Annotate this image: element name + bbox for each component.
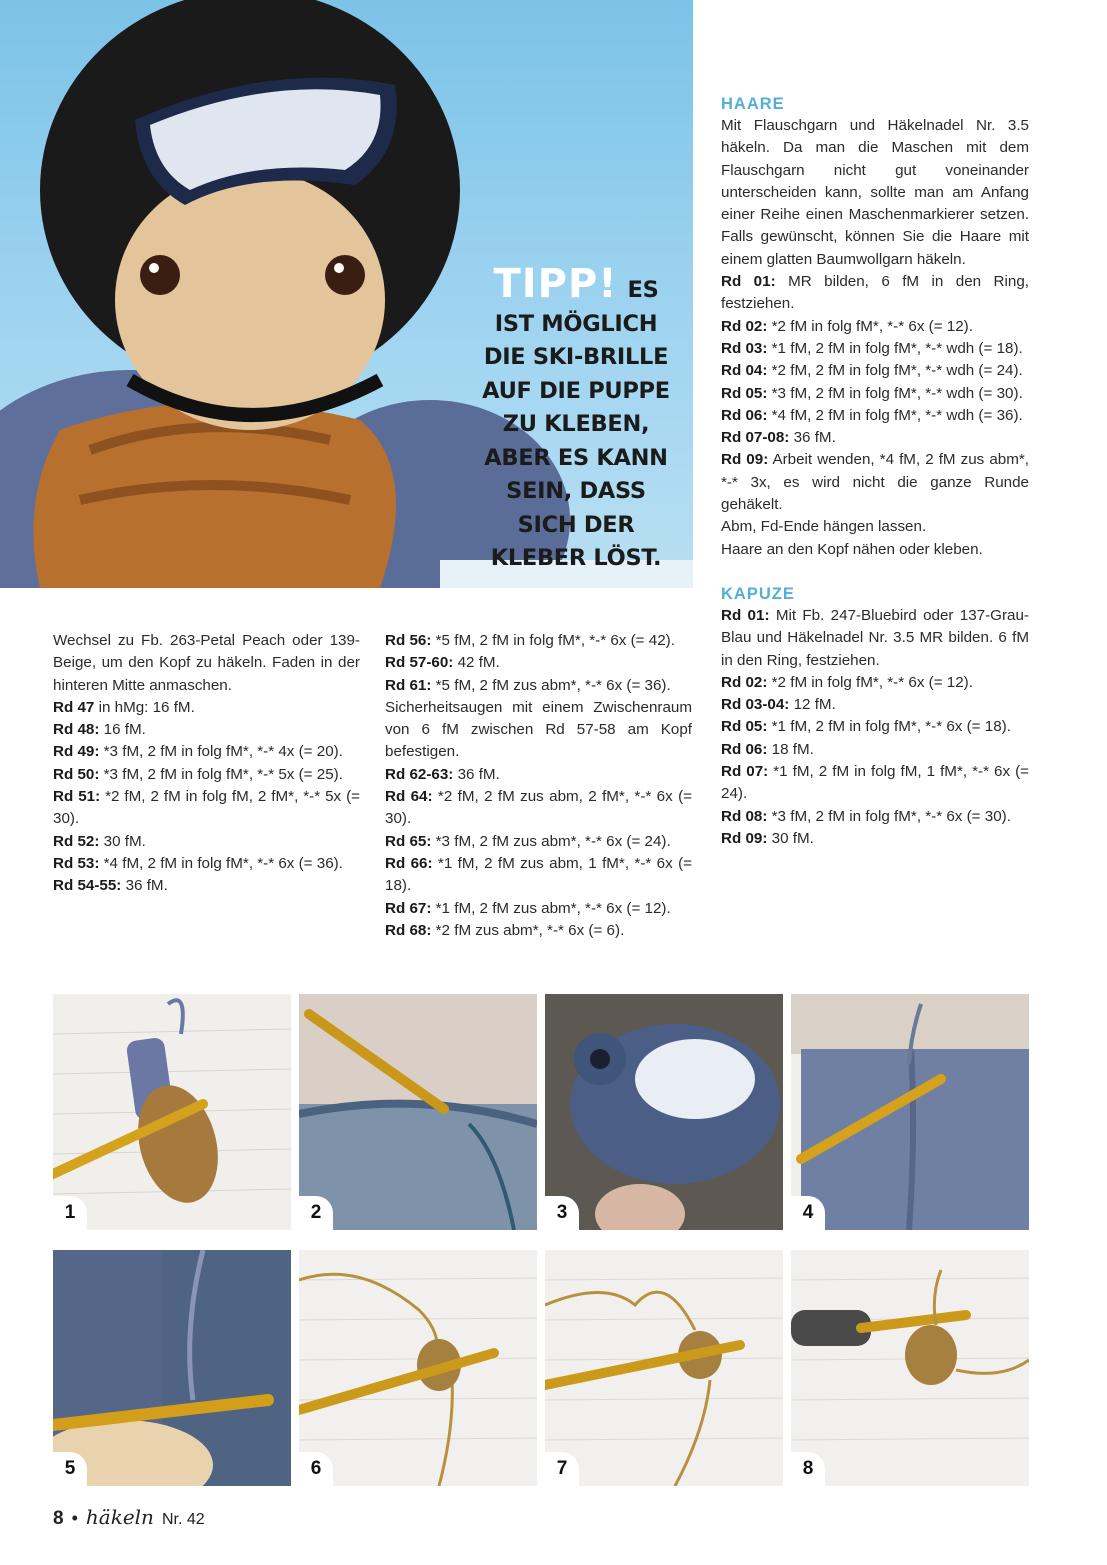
row-text: *1 fM, 2 fM zus abm*, *-* 6x (= 12). [431,899,671,917]
instruction-row [385,697,692,764]
row-label: Rd 03-04: [721,696,790,714]
row-label: Rd 47 [53,698,95,716]
instruction-row [385,831,692,853]
row-label: Rd 48: [53,721,100,739]
row-text: *3 fM, 2 fM in folg fM*, *-* 5x (= 25). [99,765,343,783]
row-label: Rd 54-55: [53,877,122,895]
instructions-column-2 [385,630,692,942]
instruction-row [721,694,1029,716]
row-text: MR bilden, 6 fM in den Ring, festziehen. [721,273,1030,313]
row-text: *4 fM, 2 fM in folg fM*, *-* wdh (= 36). [767,406,1023,424]
row-text: *5 fM, 2 fM zus abm*, *-* 6x (= 36). [431,676,671,694]
instruction-row [721,806,1029,828]
row-text: *3 fM, 2 fM in folg fM*, *-* 4x (= 20). [99,743,343,761]
step-photo-4 [791,994,1029,1230]
instructions-column-1 [53,630,360,898]
row-text: *1 fM, 2 fM zus abm, 1 fM*, *-* 6x (= 18). [385,854,692,895]
step-photo-5 [53,1250,291,1486]
issue-number: Nr. 42 [161,1511,205,1528]
row-text: *2 fM, 2 fM in folg fM*, *-* wdh (= 24). [767,362,1023,380]
instruction-row [385,630,692,652]
step-number-badge: 5 [53,1452,87,1486]
row-label: Rd 06: [721,740,768,758]
page-footer [53,1505,205,1530]
row-label: Rd 09: [721,451,769,469]
row-label: Rd 04: [721,362,768,380]
head-rows [53,697,360,898]
kapuze-title: KAPUZE [721,584,795,603]
head-rows-continued [385,630,692,942]
step-photo-8 [791,1250,1029,1486]
row-text: *1 fM, 2 fM in folg fM, 1 fM*, *-* 6x (= 24). [721,763,1030,803]
row-label: Rd 52: [53,832,100,850]
row-text: in hMg: 16 fM. [94,698,195,716]
row-text: *3 fM, 2 fM in folg fM*, *-* 6x (= 30). [767,807,1011,825]
row-label: Rd 06: [721,406,768,424]
instruction-row [721,427,1029,449]
row-label: Rd 53: [53,854,100,872]
row-label: Rd 03: [721,339,768,357]
row-text: *2 fM in folg fM*, *-* 6x (= 12). [767,673,973,691]
row-label: Rd 62-63: [385,765,454,783]
row-label: Rd 49: [53,743,100,761]
step-number-badge: 6 [299,1452,333,1486]
haare-intro: Mit Flauschgarn und Häkelnadel Nr. 3.5 häkeln. Da man die Maschen mit dem Flauschgarn nicht gut voneinander unterscheiden kann, sollte man am Anfang einer Reihe einen Maschenmarkierer setzen. Falls gewünscht, können Sie die Haare mit einem glatten Baumwollgarn häkeln. [721,117,1029,268]
step-number-badge: 2 [299,1196,333,1230]
kapuze-rows [721,605,1029,850]
row-text: *2 fM zus abm*, *-* 6x (= 6). [431,921,625,939]
instructions-column-3 [721,93,1029,850]
row-label: Rd 65: [385,832,432,850]
row-label: Rd 08: [721,807,768,825]
row-label: Rd 02: [721,317,768,335]
row-text: Mit Fb. 247-Bluebird oder 137-Grau-Blau und Häkelnadel Nr. 3.5 MR bilden. 6 fM in den Ring, festziehen. [721,606,1029,669]
instruction-row [53,875,360,897]
instruction-row [721,761,1029,806]
instruction-row [385,853,692,898]
instruction-row [385,652,692,674]
row-text: *2 fM, 2 fM zus abm, 2 fM*, *-* 6x (= 30). [385,788,692,828]
row-label: Rd 05: [721,718,768,736]
row-label: Rd 50: [53,765,100,783]
step-number-badge: 3 [545,1196,579,1230]
step-number-badge: 7 [545,1452,579,1486]
row-text: 30 fM. [99,832,146,850]
step-number-badge: 8 [791,1452,825,1486]
row-text: 36 fM. [789,429,836,447]
instruction-row [721,338,1029,360]
step-photo-7 [545,1250,783,1486]
row-text: 42 fM. [453,654,500,672]
instruction-row [53,697,360,719]
row-label: Rd 61: [385,676,432,694]
instruction-row [385,786,692,831]
row-text: 18 fM. [767,740,814,758]
row-text: Sicherheitsaugen mit einem Zwischenraum von 6 fM zwischen Rd 57-58 am Kopf befestigen. [385,698,692,761]
page-number: 8 [53,1508,64,1529]
row-text: 16 fM. [99,721,146,739]
row-label: Rd 01: [721,273,776,291]
instruction-row [721,739,1029,761]
instruction-row [721,449,1029,516]
instruction-row [385,898,692,920]
instruction-row [721,672,1029,694]
row-text: *3 fM, 2 fM in folg fM*, *-* wdh (= 30). [767,384,1023,402]
instruction-row [721,271,1029,316]
step-number-badge: 4 [791,1196,825,1230]
footer-bullet: • [71,1508,78,1528]
row-label: Rd 67: [385,899,432,917]
row-label: Rd 51: [53,788,101,806]
row-text: *2 fM, 2 fM in folg fM, 2 fM*, *-* 5x (= 30). [53,788,361,828]
tip-title: TIPP! [493,261,618,307]
instruction-row [385,764,692,786]
row-label: Rd 07-08: [721,429,790,447]
instruction-row [721,828,1029,850]
row-text: 36 fM. [453,765,500,783]
row-label: Rd 57-60: [385,654,454,672]
row-label: Rd 68: [385,921,432,939]
step-photo-3 [545,994,783,1230]
instruction-row [721,316,1029,338]
magazine-name: häkeln [85,1505,154,1529]
step-photo-6 [299,1250,537,1486]
instruction-row [385,675,692,697]
haare-outro-2: Haare an den Kopf nähen oder kleben. [721,540,983,558]
row-label: Rd 56: [385,632,432,649]
step-number-badge: 1 [53,1196,87,1230]
row-text: *5 fM, 2 fM in folg fM*, *-* 6x (= 42). [431,632,675,649]
haare-outro-1: Abm, Fd-Ende hängen lassen. [721,518,927,536]
tip-box [478,261,674,576]
hero-photo [0,0,693,588]
row-label: Rd 66: [385,854,433,872]
instruction-row [53,831,360,853]
instruction-row [53,719,360,741]
instruction-row [53,764,360,786]
row-text: Arbeit wenden, *4 fM, 2 fM zus abm*, *-* 3x, es wird nicht die ganze Runde gehäkelt. [721,451,1029,514]
instruction-row [53,741,360,763]
haare-rows [721,271,1029,516]
row-text: *1 fM, 2 fM in folg fM*, *-* wdh (= 18). [767,339,1023,357]
head-intro: Wechsel zu Fb. 263-Petal Peach oder 139-Beige, um den Kopf zu häkeln. Faden in der hinteren Mitte anmaschen. [53,632,360,694]
row-text: *4 fM, 2 fM in folg fM*, *-* 6x (= 36). [99,854,343,872]
row-label: Rd 09: [721,829,768,847]
instruction-row [53,786,360,831]
tip-text: ES IST MÖGLICH DIE SKI-BRILLE AUF DIE PUPPE ZU KLEBEN, ABER ES KANN SEIN, DASS SICH DER KLEBER LÖST. [482,277,670,571]
instruction-row [721,605,1029,672]
instruction-row [721,383,1029,405]
row-text: 12 fM. [789,696,836,714]
row-label: Rd 07: [721,763,769,781]
instruction-row [53,853,360,875]
step-photo-2 [299,994,537,1230]
instruction-row [721,716,1029,738]
row-text: *2 fM in folg fM*, *-* 6x (= 12). [767,317,973,335]
row-label: Rd 05: [721,384,768,402]
haare-title: HAARE [721,95,785,113]
row-text: 36 fM. [121,877,168,895]
instruction-row [721,405,1029,427]
row-text: 30 fM. [767,829,814,847]
row-label: Rd 01: [721,606,770,624]
row-text: *3 fM, 2 fM zus abm*, *-* 6x (= 24). [431,832,671,850]
instruction-row [385,920,692,942]
row-label: Rd 64: [385,788,433,806]
row-label: Rd 02: [721,673,768,691]
instruction-row [721,360,1029,382]
row-text: *1 fM, 2 fM in folg fM*, *-* 6x (= 18). [767,718,1011,736]
step-photo-1 [53,994,291,1230]
